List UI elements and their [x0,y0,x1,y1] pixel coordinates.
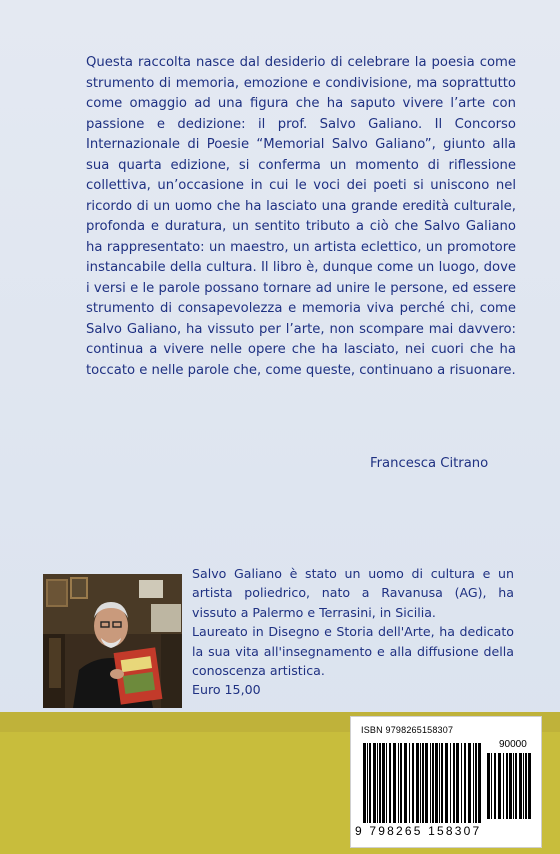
bio-paragraph-origin: Salvo Galiano è stato un uomo di cultura e un artista poliedrico, nato a Ravanusa (AG), ha vissuto a Palermo e Terrasini, in Sicilia. [192,566,514,620]
isbn-label: ISBN 9798265158307 [361,725,454,735]
barcode-digits: 9 798265 158307 [355,824,482,838]
barcode-bars [363,743,483,827]
book-price: Euro 15,00 [192,682,261,698]
bio-paragraph-career: Laureato in Disegno e Storia dell'Arte, ha dedicato la sua vita all'insegnamento e alla diffusione della conoscenza artistica. [192,624,514,679]
author-bio [192,564,514,700]
barcode-price-code: 90000 [499,739,527,750]
author-photo [43,574,182,708]
cover-description-text: Questa raccolta nasce dal desiderio di celebrare la poesia come strumento di memoria, emozione e condivisione, ma soprattutto come omaggio ad una figura che ha saputo vivere l’arte con passione e dedizione: il prof. Salvo Galiano. Il Concorso Internazionale di Poesie “Memorial Salvo Galiano”, giunto alla sua quarta edizione, si conferma un momento di riflessione collettiva, un’occasione in cui le voci dei poeti si uniscono nel ricordo di un uomo che ha lasciato una grande eredità culturale, profonda e duratura, un sentito tributo a ciò che Salvo Galiano ha rappresentato: un maestro, un artista eclettico, un promotore instancabile della cultura. Il libro è, dunque come un luogo, dove i versi e le parole possano tornare ad unire le persone, ed essere strumento di consapevolezza e memoria viva perché chi, come Salvo Galiano, ha vissuto per l’arte, non scompare mai davvero: continua a vivere nelle opere che ha lasciato, nei cuori che ha toccato e nelle parole che, come queste, continuano a risuonare. [86,55,516,378]
isbn-barcode [350,716,542,848]
barcode-addon-bars [487,753,533,823]
author-signature: Francesca Citrano [370,456,489,471]
